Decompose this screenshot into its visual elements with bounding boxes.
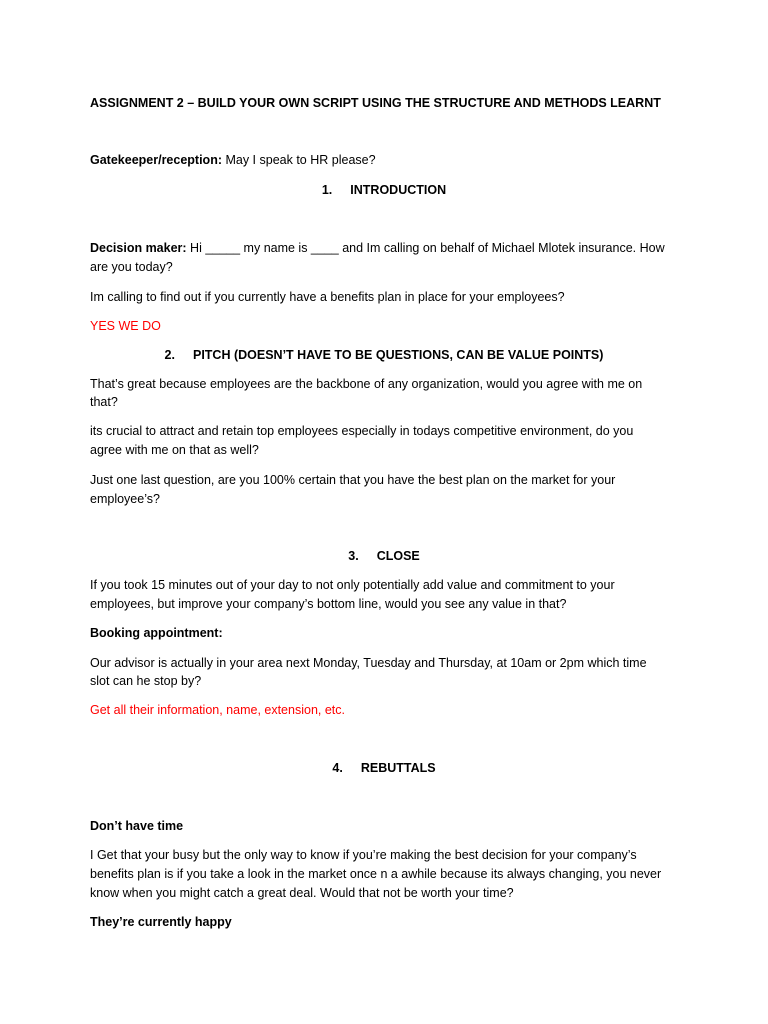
intro-question: Im calling to find out if you currently have a benefits plan in place for your employees? xyxy=(90,290,565,304)
section-heading-close xyxy=(0,547,768,566)
decision-maker-label: Decision maker: xyxy=(90,241,187,255)
section-title: REBUTTALS xyxy=(360,761,436,775)
section-number: 1. xyxy=(321,183,333,197)
section-heading-rebuttals xyxy=(0,759,768,778)
pitch-point-2-line-1: its crucial to attract and retain top employees especially in todays competitive environment, do you xyxy=(90,424,634,438)
intro-answer: YES WE DO xyxy=(90,319,161,333)
rebuttal-1-line-2: benefits plan is if you take a look in the market once n a awhile because its always changing, you never xyxy=(90,867,662,881)
section-number: 2. xyxy=(164,348,175,362)
close-point-2-line-1: Our advisor is actually in your area next Monday, Tuesday and Thursday, at 10am or 2pm which time xyxy=(90,656,647,670)
pitch-point-3-line-1: Just one last question, are you 100% certain that you have the best plan on the market for your xyxy=(90,473,616,487)
pitch-point-1-line-2: that? xyxy=(90,395,118,409)
gatekeeper-text: May I speak to HR please? xyxy=(222,153,376,167)
document-title: ASSIGNMENT 2 – BUILD YOUR OWN SCRIPT USING THE STRUCTURE AND METHODS LEARNT xyxy=(90,96,661,110)
rebuttal-1-line-1: I Get that your busy but the only way to know if you’re making the best decision for your company’s xyxy=(90,848,637,862)
pitch-point-3-line-2: employee’s? xyxy=(90,492,160,506)
pitch-point-2-line-2: agree with me on that as well? xyxy=(90,443,259,457)
close-point-1-line-1: If you took 15 minutes out of your day to not only potentially add value and commitment to your xyxy=(90,578,615,592)
gatekeeper-label: Gatekeeper/reception: xyxy=(90,153,222,167)
decision-maker-line-1 xyxy=(90,239,665,258)
decision-maker-line-2: are you today? xyxy=(90,260,173,274)
section-title: PITCH (DOESN’T HAVE TO BE QUESTIONS, CAN BE VALUE POINTS) xyxy=(192,348,604,362)
section-number: 3. xyxy=(348,549,359,563)
section-heading-introduction xyxy=(0,181,768,200)
close-point-1-line-2: employees, but improve your company’s bottom line, would you see any value in that? xyxy=(90,597,567,611)
decision-maker-text: Hi _____ my name is ____ and Im calling on behalf of Michael Mlotek insurance. How xyxy=(186,241,665,255)
section-title: INTRODUCTION xyxy=(350,183,447,197)
rebuttal-2-label: They’re currently happy xyxy=(90,915,232,929)
section-title: CLOSE xyxy=(376,549,420,563)
section-heading-pitch xyxy=(0,346,768,365)
pitch-point-1-line-1: That’s great because employees are the backbone of any organization, would you agree with me on xyxy=(90,377,643,391)
section-number: 4. xyxy=(332,761,343,775)
gatekeeper-line xyxy=(90,151,376,170)
close-point-2-line-2: slot can he stop by? xyxy=(90,674,202,688)
rebuttal-1-line-3: know when you might catch a great deal. Would that not be worth your time? xyxy=(90,886,514,900)
rebuttal-1-label: Don’t have time xyxy=(90,819,184,833)
booking-appointment-label: Booking appointment: xyxy=(90,626,223,640)
close-note: Get all their information, name, extension, etc. xyxy=(90,703,345,717)
